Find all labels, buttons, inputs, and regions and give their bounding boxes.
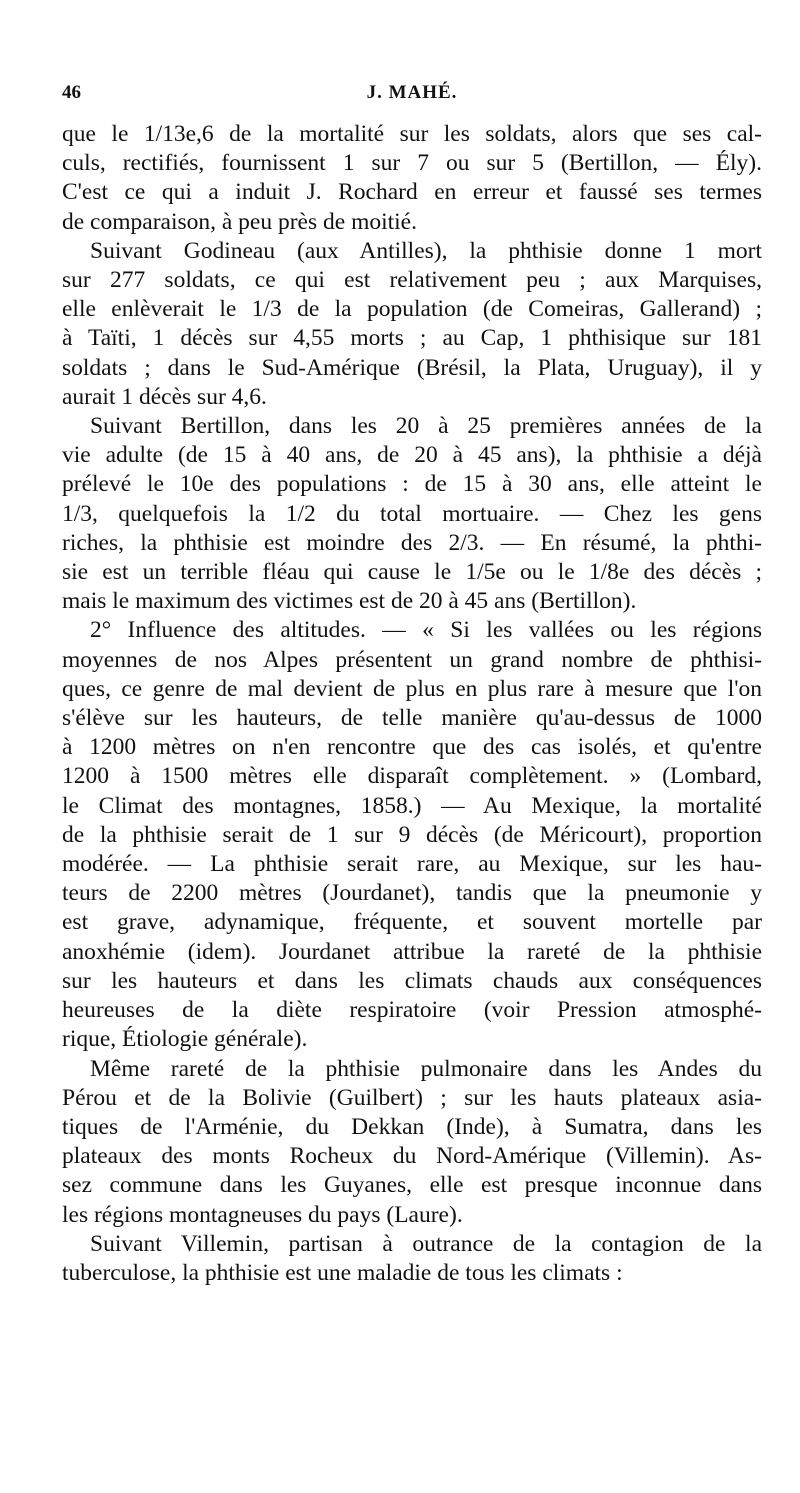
text-line: heureuses de la diète respiratoire (voir Pression atmosphé- — [62, 997, 762, 1024]
text-line: est grave, adynamique, fréquente, et souvent mortelle par — [62, 909, 762, 936]
text-line: anoxhémie (idem). Jourdanet attribue la rareté de la phthisie — [62, 938, 762, 965]
text-line: teurs de 2200 mètres (Jourdanet), tandis que la pneumonie y — [62, 880, 762, 907]
text-line: de la phthisie serait de 1 sur 9 décès (de Méricourt), proportion — [62, 821, 762, 848]
text-line: le Climat des montagnes, 1858.) — Au Mexique, la mortalité — [62, 792, 762, 819]
text-line: elle enlèverait le 1/3 de la population (de Comeiras, Gallerand) ; — [62, 296, 762, 323]
text-line: les régions montagneuses du pays (Laure). — [62, 1201, 463, 1228]
body-text — [62, 120, 762, 1288]
text-line: 1/3, quelquefois la 1/2 du total mortuaire. — Chez les gens — [62, 500, 762, 527]
text-line: sur 277 soldats, ce qui est relativement peu ; aux Marquises, — [62, 267, 762, 294]
page-number: 46 — [62, 82, 81, 103]
text-line: culs, rectifiés, fournissent 1 sur 7 ou sur 5 (Bertillon, — Ély). — [62, 150, 762, 177]
text-line: riches, la phthisie est moindre des 2/3. — En résumé, la phthi- — [62, 529, 762, 556]
text-line: mais le maximum des victimes est de 20 à 45 ans (Bertillon). — [62, 588, 637, 615]
text-line: sez commune dans les Guyanes, elle est presque inconnue dans — [62, 1172, 762, 1199]
text-line: tuberculose, la phthisie est une maladie de tous les climats : — [62, 1259, 623, 1286]
text-line: rique, Étiologie générale). — [62, 1026, 308, 1053]
text-line: plateaux des monts Rocheux du Nord-Amérique (Villemin). As- — [62, 1143, 762, 1170]
text-line: C'est ce qui a induit J. Rochard en erreur et faussé ses termes — [62, 179, 762, 206]
text-line: Suivant Villemin, partisan à outrance de la contagion de la — [90, 1230, 762, 1257]
text-line: Suivant Bertillon, dans les 20 à 25 premières années de la — [90, 413, 762, 440]
page-header — [62, 82, 762, 112]
text-line: Suivant Godineau (aux Antilles), la phthisie donne 1 mort — [90, 237, 762, 264]
text-line: 1200 à 1500 mètres elle disparaît complètement. » (Lombard, — [62, 763, 762, 790]
text-line: 2° Influence des altitudes. — « Si les vallées ou les régions — [90, 617, 762, 644]
text-line: soldats ; dans le Sud-Amérique (Brésil, la Plata, Uruguay), il y — [62, 354, 762, 381]
text-line: tiques de l'Arménie, du Dekkan (Inde), à Sumatra, dans les — [62, 1113, 762, 1140]
text-line: Même rareté de la phthisie pulmonaire dans les Andes du — [90, 1055, 762, 1082]
text-line: à Taïti, 1 décès sur 4,55 morts ; au Cap, 1 phthisique sur 181 — [62, 325, 762, 352]
text-line: sur les hauteurs et dans les climats chauds aux conséquences — [62, 967, 762, 994]
text-line: s'élève sur les hauteurs, de telle manière qu'au-dessus de 1000 — [62, 705, 762, 732]
text-line: que le 1/13e,6 de la mortalité sur les soldats, alors que ses cal- — [62, 121, 762, 147]
text-line: à 1200 mètres on n'en rencontre que des cas isolés, et qu'entre — [62, 734, 762, 761]
text-line: de comparaison, à peu près de moitié. — [62, 208, 417, 235]
text-line: sie est un terrible fléau qui cause le 1/5e ou le 1/8e des décès ; — [62, 559, 762, 586]
text-line: prélevé le 10e des populations : de 15 à 30 ans, elle atteint le — [62, 471, 762, 498]
text-line: Pérou et de la Bolivie (Guilbert) ; sur les hauts plateaux asia- — [62, 1084, 762, 1111]
text-line: ques, ce genre de mal devient de plus en plus rare à mesure que l'on — [62, 675, 762, 702]
text-line: vie adulte (de 15 à 40 ans, de 20 à 45 ans), la phthisie a déjà — [62, 442, 762, 469]
running-head: J. MAHÉ. — [366, 82, 458, 103]
text-line: moyennes de nos Alpes présentent un grand nombre de phthisi- — [62, 646, 762, 673]
text-line: modérée. — La phthisie serait rare, au Mexique, sur les hau- — [62, 851, 762, 878]
text-line: aurait 1 décès sur 4,6. — [62, 383, 267, 410]
